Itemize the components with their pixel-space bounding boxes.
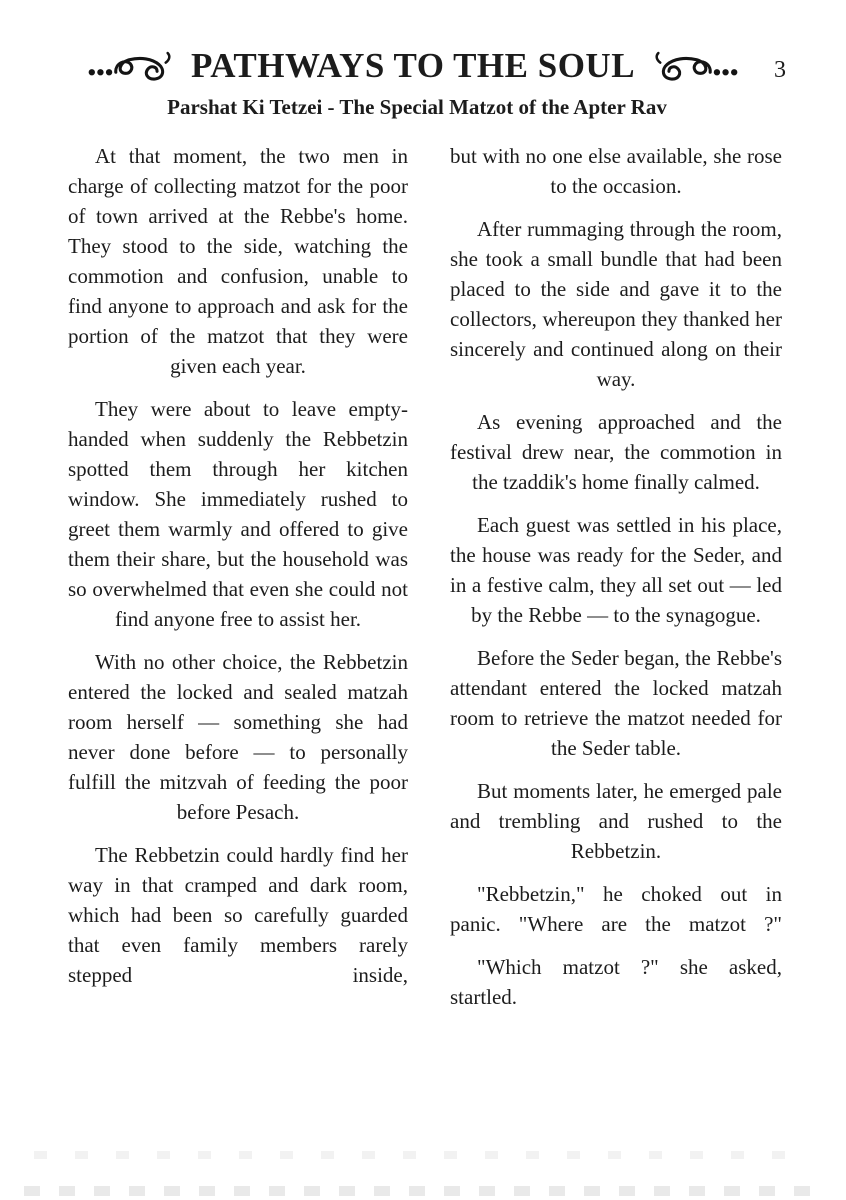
paragraph: They were about to leave empty-handed when suddenly the Rebbetzin spotted them through her kitchen window. She immediately rushed to greet them warmly and offered to give them their share, but the household was so overwhelmed that even she could not find anyone free to assist her. (68, 397, 408, 631)
paragraph: "Which matzot ?" she asked, startled. (450, 955, 782, 1009)
right-column (450, 141, 782, 1025)
page-header (0, 0, 846, 120)
paragraph: Each guest was settled in his place, the house was ready for the Seder, and in a festive calm, they all set out — led by the Rebbe — to the synagogue. (450, 513, 782, 627)
scan-artifact-row (34, 1151, 812, 1159)
flourish-left-ornament-icon (87, 50, 183, 83)
paragraph: At that moment, the two men in charge of collecting matzot for the poor of town arrived at the Rebbe's home. They stood to the side, watching the commotion and confusion, unable to find anyone to approach and ask for the portion of the matzot that they were given each year. (68, 144, 408, 378)
left-column (68, 141, 408, 1025)
paragraph: The Rebbetzin could hardly find her way in that cramped and dark room, which had been so carefully guarded that even family members rarely stepped inside, (68, 843, 408, 987)
paragraph: but with no one else available, she rose to the occasion. (450, 144, 782, 198)
paragraph: With no other choice, the Rebbetzin entered the locked and sealed matzah room herself — something she had never done before — to personally fulfill the mitzvah of feeding the poor before Pesach. (68, 650, 408, 824)
page-subtitle: Parshat Ki Tetzei - The Special Matzot of the Apter Rav (167, 95, 667, 119)
title-row (0, 46, 836, 86)
page-number: 3 (774, 57, 786, 83)
paragraph: After rummaging through the room, she took a small bundle that had been placed to the side and gave it to the collectors, whereupon they thanked her sincerely and continued along on their way. (450, 217, 782, 391)
scan-artifact-bar (24, 1186, 822, 1196)
paragraph: But moments later, he emerged pale and trembling and rushed to the Rebbetzin. (450, 779, 782, 863)
paragraph: Before the Seder began, the Rebbe's attendant entered the locked matzah room to retrieve the matzot needed for the Seder table. (450, 646, 782, 760)
two-column-body (68, 141, 782, 1025)
paragraph: As evening approached and the festival drew near, the commotion in the tzaddik's home finally calmed. (450, 410, 782, 494)
paragraph: "Rebbetzin," he choked out in panic. "Where are the matzot ?" (450, 882, 782, 936)
page-title: PATHWAYS TO THE SOUL (190, 46, 636, 85)
flourish-right-ornament-icon (643, 50, 739, 83)
